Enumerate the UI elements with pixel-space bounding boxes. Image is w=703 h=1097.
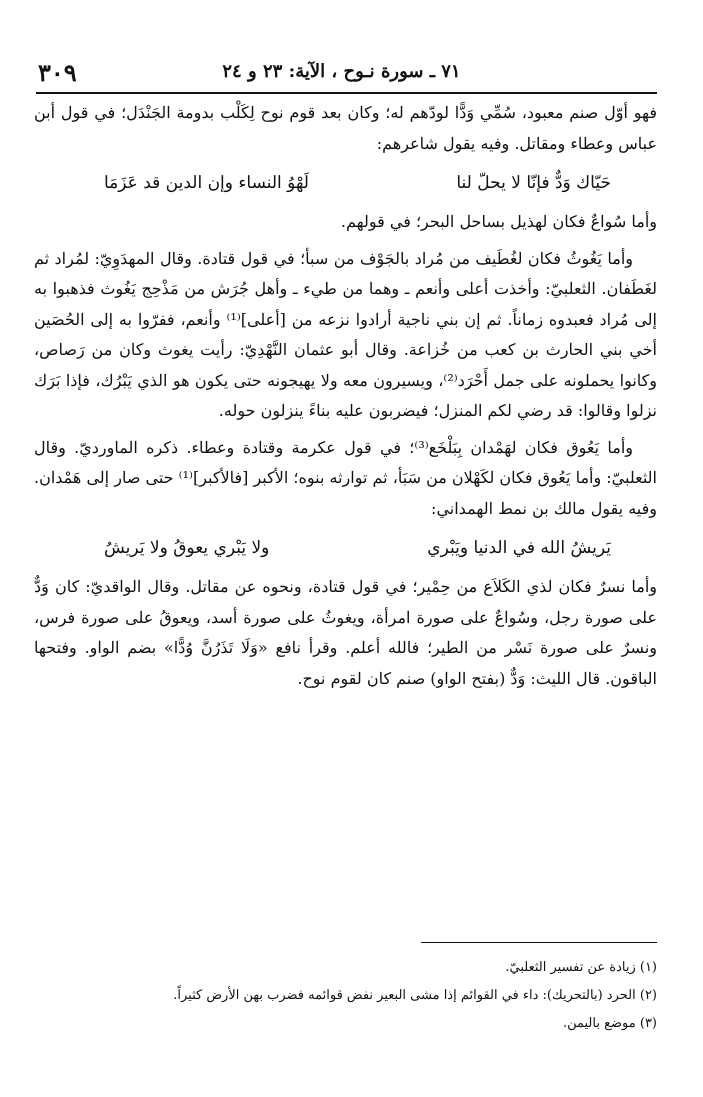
footnote-1: (١) زيادة عن تفسير الثعلبيّ.	[505, 960, 657, 975]
running-head: ٧١ ـ سورة نـوح ، الآية: ٢٣ و ٢٤	[222, 61, 461, 82]
paragraph-yaghuth: وأما يَغُوثُ فكان لغُطَيف من مُراد بالجَوْف من سبأ؛ في قول قتادة. وقال المهدَوِيّ: لمُراد ثم لغَطَفان. الثعلبيّ: وأخذت أعلى وأنعم ـ وهما من طيء ـ وأهل جُرَش من مَذْحِج يَغُوث فذهبوا به إلى مُراد فعبدوه زماناً. ثم إن بني ناجية أرادوا نزعه من [أعلى]⁽¹⁾ وأنعم، ففرّوا به إلى الحُصَين أخي بني الحارث بن كعب من خُزاعة. وقال أبو عثمان النَّهْدِيّ: رأيت يغوث وكان من رَصاص، وكانوا يحملونه على جمل أَحْرَد⁽²⁾، ويسيرون معه ولا يهيجونه حتى يكون هو الذي يَبْرُك، فإذا بَرَك نزلوا وقالوا: قد رضي لكم المنزل؛ فيضربون عليه بناءً ينزلون حوله.	[34, 248, 658, 420]
verse-1	[34, 167, 657, 199]
paragraph-suwa: وأما سُواعٌ فكان لهذيل بساحل البحر؛ في قولهم.	[340, 212, 657, 231]
verse-1-first-hemistich: حَيّاك وَدٌّ فإنّا لا يحلّ لنا	[456, 173, 611, 193]
footnote-2: (٢) الحرد (بالتحريك): داء في القوائم إذا مشى البعير نفض قوائمه فضرب بهن الأرض كثيراً.	[173, 988, 657, 1003]
paragraph-yauq: وأما يَعُوق فكان لهَمْدان بِبَلْخَع⁽³⁾؛ في قول عكرمة وقتادة وعطاء. ذكره الماورديّ. وقال الثعلبيّ: وأما يَعُوق فكان لكَهْلان من سَبَأ، ثم توارثه بنوه؛ الأكبر [فالأكبر]⁽¹⁾ حتى صار إلى هَمْدان. وفيه يقول مالك بن نمط الهمداني:	[34, 437, 657, 518]
footnotes	[34, 954, 657, 1038]
verse-1-second-hemistich: لَهْوُ النساء وإن الدين قد عَزَمَا	[104, 173, 309, 193]
verse-2-second-hemistich: ولا يَبْري يعوقُ ولا يَريشُ	[104, 538, 270, 558]
paragraph-wadd: فهو أوّل صنم معبود، سُمِّي وَدًّا لودّهم له؛ وكان بعد قوم نوح لِكَلْب بدومة الجَنْدَل؛ في قول أبن عباس وعطاء ومقاتل. وفيه يقول شاعرهم:	[34, 103, 657, 153]
paragraph-nasr: وأما نسرٌ فكان لذي الكَلاَع من حِمْير؛ في قول قتادة، ونحوه عن مقاتل. وقال الواقديّ: كان وَدٌّ على صورة رجل، وسُواعٌ على صورة امرأة، ويغوثُ على صورة أسد، ويعوقُ على صورة فرس، ونسرٌ على صورة نَسْر من الطير؛ فالله أعلم. وقرأ نافع «وَلَا تَذَرُنَّ وُدًّا» بضم الواو. وفتحها الباقون. قال الليث: وَدٌّ (بفتح الواو) صنم كان لقوم نوح.	[34, 577, 657, 688]
verse-2	[34, 532, 657, 564]
page-header	[36, 58, 657, 94]
verse-2-first-hemistich: يَريشُ الله في الدنيا ويَبْري	[427, 538, 611, 558]
page-number: ٣٠٩	[38, 58, 77, 87]
footnote-separator	[421, 942, 657, 943]
main-text	[34, 98, 657, 694]
footnote-3: (٣) موضع باليمن.	[562, 1016, 657, 1031]
